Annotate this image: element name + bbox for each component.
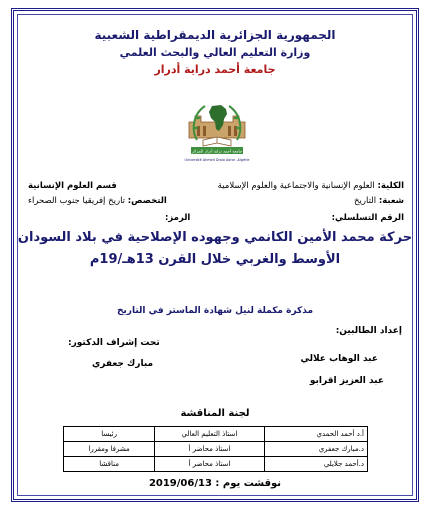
defense-label: نوقشت يوم : — [215, 478, 282, 489]
member-rank: استاذ محاضر أ — [155, 457, 264, 472]
committee-table — [63, 426, 368, 472]
students-label: إعداد الطالبين: — [335, 326, 402, 336]
speciality-value: تاريخ إفريقيا جنوب الصحراء — [28, 196, 126, 206]
logo-arabic-text: جامعة أحمد دراية أدرار الجزائر — [191, 148, 243, 154]
speciality-row — [28, 196, 167, 206]
faculty-value: العلوم الإنسانية والاجتماعية والعلوم الإسلامية — [217, 181, 375, 191]
member-rank: استاذ محاضر أ — [155, 442, 264, 457]
member-role: مشرفا ومقررا — [64, 442, 155, 457]
branch-label: شعبة: — [378, 196, 404, 206]
branch-value: التاريخ — [354, 196, 377, 206]
department-text: قسم العلوم الإنسانية — [28, 181, 117, 191]
code-label: الرمز: — [165, 213, 191, 223]
supervisor-name: مبارك جعفري — [92, 359, 154, 369]
republic-heading: الجمهورية الجزائرية الديمقراطية الشعبية — [94, 28, 336, 42]
university-logo-graphic — [183, 100, 251, 164]
member-rank: استاذ التعليم العالي — [155, 427, 264, 442]
supervisor-label: تحت إشراف الدكتور: — [68, 338, 160, 348]
student-name-2: عبد العزيز اقرابو — [309, 376, 384, 386]
branch-row — [354, 196, 404, 206]
member-role: رئيسا — [64, 427, 155, 442]
defense-date: 2019/06/13 — [148, 478, 212, 489]
serial-label: الرقم التسلسلي: — [331, 213, 404, 223]
student-name-1: عبد الوهاب علالي — [300, 354, 378, 364]
thesis-subtitle: مذكرة مكملة لنيل شهادة الماستر في التاريخ — [116, 306, 314, 316]
member-name: أ.د أحمد الحمدي — [264, 427, 367, 442]
ministry-heading: وزارة التعليم العالي والبحث العلمي — [119, 46, 311, 59]
faculty-label: الكلية: — [377, 181, 404, 191]
table-row — [64, 442, 368, 457]
table-row — [64, 427, 368, 442]
table-row — [64, 457, 368, 472]
member-role: مناقشا — [64, 457, 155, 472]
faculty-row — [218, 181, 404, 191]
committee-title: لجنة المناقشة — [180, 408, 250, 419]
defense-date-line — [0, 478, 430, 489]
thesis-title-line1: حركة محمد الأمين الكانمي وجهوده الإصلاحية في بلاد السودان — [17, 230, 413, 245]
university-heading: جامعة أحمد دراية أدرار — [154, 63, 276, 76]
thesis-title-line2: الأوسط والغربي خلال القرن 13هـ/19م — [89, 252, 341, 267]
university-logo — [183, 100, 251, 164]
member-name: د.أحمد جلايلي — [264, 457, 367, 472]
logo-latin-text: Université Ahmed Draia Adrar -Algérie — [184, 158, 250, 162]
member-name: د.مبارك جعفري — [264, 442, 367, 457]
speciality-label: التخصص: — [127, 196, 167, 206]
